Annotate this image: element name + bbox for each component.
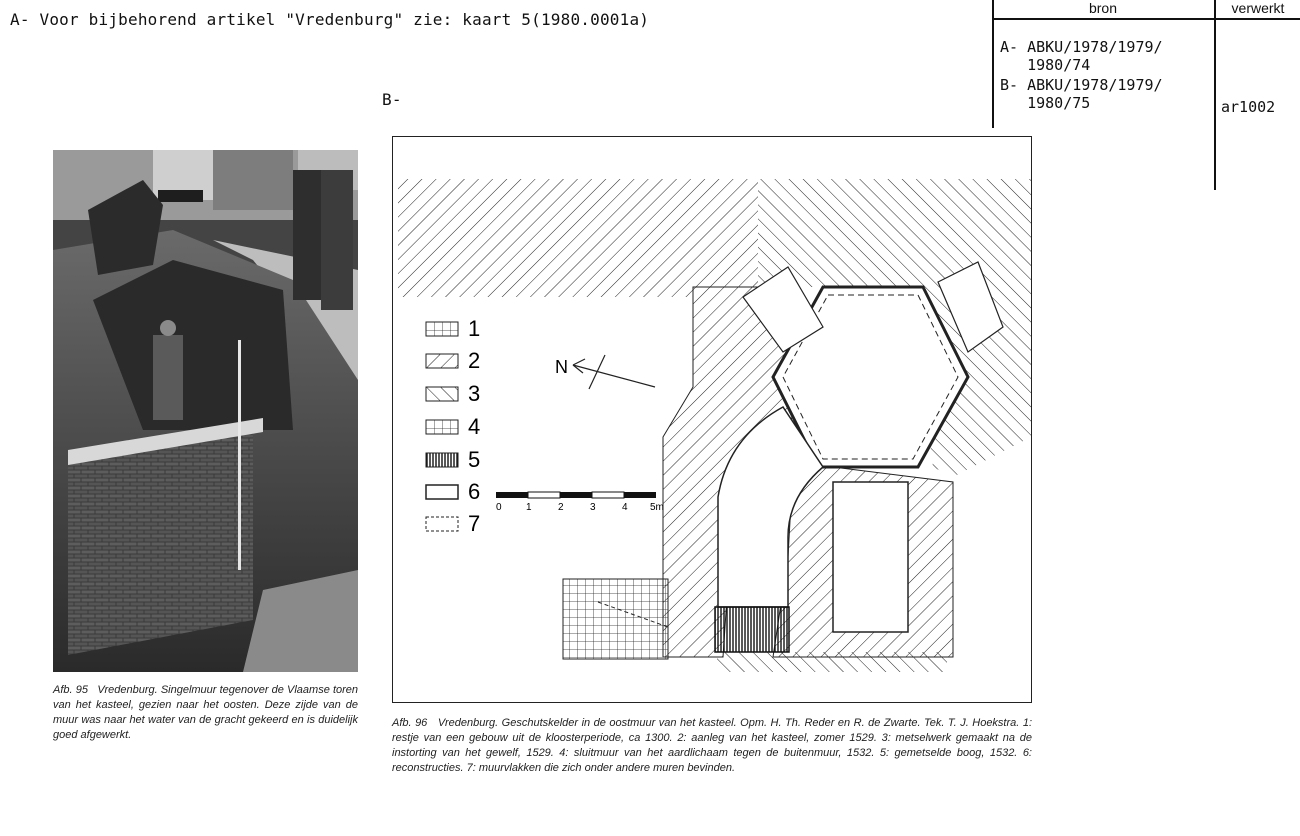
legend-label-3: 3	[468, 381, 481, 406]
scale-3: 3	[590, 502, 596, 513]
label-b: B-	[382, 90, 402, 109]
register-entry-b: B- ABKU/1978/1979/ 1980/75	[1000, 76, 1163, 112]
register-entry-a: A- ABKU/1978/1979/ 1980/74	[1000, 38, 1163, 74]
register-mid-rule	[1214, 0, 1216, 190]
excavation-photo	[53, 150, 358, 672]
scale-bar	[496, 492, 664, 513]
register-table	[992, 0, 1300, 190]
caption-afb-96	[392, 716, 1032, 776]
legend-label-7: 7	[468, 511, 481, 536]
caption-96-label: Afb. 96	[392, 717, 428, 729]
register-head-rule	[992, 18, 1300, 20]
caption-95-text: Vredenburg. Singelmuur tegenover de Vlaamse toren van het kasteel, gezien naar het oosten. Deze zijde van de muur was naar het water van de gracht gekeerd en is duidelijk goed afgewerkt.	[53, 684, 359, 741]
scale-5m: 5m	[650, 502, 664, 513]
scale-4: 4	[622, 502, 628, 513]
header-line-a: A- Voor bijbehorend artikel "Vredenburg" zie: kaart 5(1980.0001a)	[10, 10, 650, 29]
legend-label-6: 6	[468, 479, 481, 504]
legend-label-1: 1	[468, 316, 481, 341]
legend	[426, 316, 480, 536]
legend-label-4: 4	[468, 414, 481, 439]
north-arrow	[555, 355, 655, 389]
column-bron: bron	[1088, 0, 1118, 16]
scale-2: 2	[558, 502, 564, 513]
legend-label-5: 5	[468, 447, 481, 472]
monastery-remnant	[563, 579, 668, 659]
caption-96-text: Vredenburg. Geschutskelder in de oostmuur van het kasteel. Opm. H. Th. Reder en R. de Zwarte. Tek. T. J. Hoekstra. 1: restje van een gebouw uit de kloosterperiode, ca 1300. 2: aanleg van het kasteel, zomer 1529. 3: metselwerk gemaakt na de instorting van het gewelf, 1529. 4: sluitmuur van het aardlichaam tegen de buitenmuur, 1532. 5: gemetselde boog, 1532. 6: reconstructies. 7: muurvlakken die zich onder andere muren bevinden.	[392, 717, 1032, 774]
scale-1: 1	[526, 502, 532, 513]
column-verwerkt: verwerkt	[1231, 0, 1285, 16]
brick-arch	[715, 607, 789, 652]
floor-plan-drawing	[393, 137, 1031, 702]
masonry-2-top	[398, 179, 758, 297]
scale-0: 0	[496, 502, 502, 513]
verwerkt-code: ar1002	[1221, 98, 1276, 116]
legend-label-2: 2	[468, 348, 481, 373]
caption-afb-95	[53, 683, 358, 743]
north-label: N	[555, 357, 568, 377]
caption-95-label: Afb. 95	[53, 684, 88, 696]
chamber-right	[833, 482, 908, 632]
